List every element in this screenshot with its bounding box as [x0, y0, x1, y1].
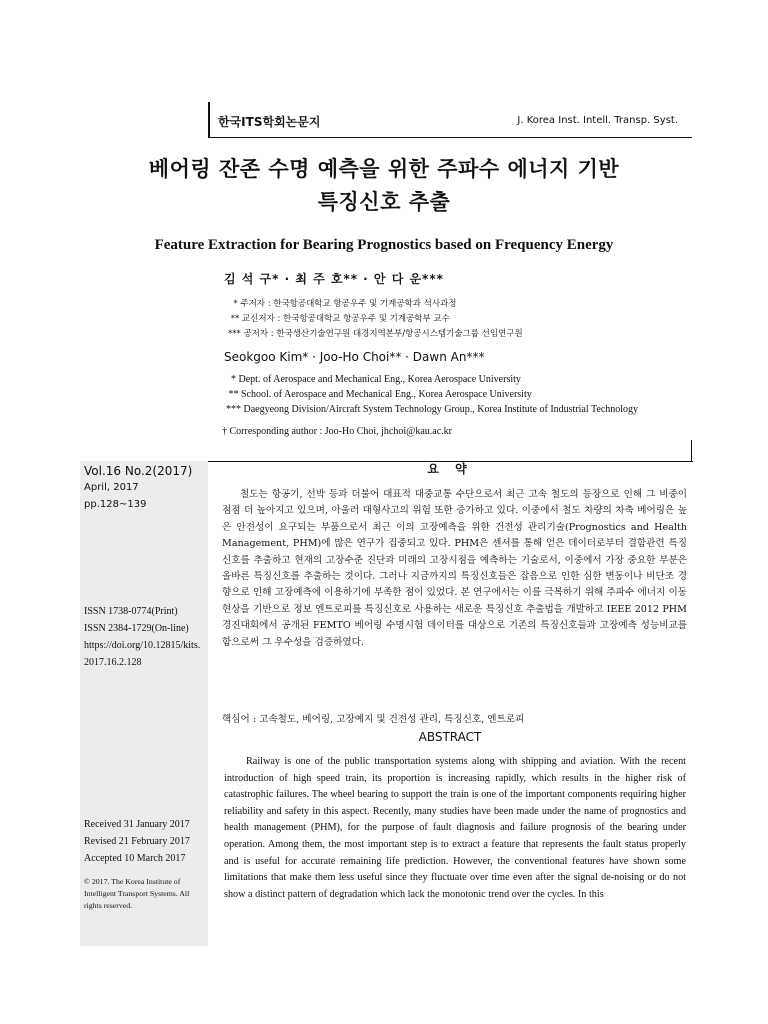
issn-online: ISSN 2384-1729(On-line)	[84, 623, 189, 634]
doi-link[interactable]: https://doi.org/10.12815/kits.	[84, 640, 201, 651]
title-english: Feature Extraction for Bearing Prognostics based on Frequency Energy	[154, 237, 614, 253]
doi-link-cont[interactable]: 2017.16.2.128	[84, 657, 142, 668]
issn-print: ISSN 1738-0774(Print)	[84, 606, 178, 617]
affiliation-ko-1: * 주저자 : 한국항공대학교 항공우주 및 기계공학과 석사과정	[228, 299, 457, 309]
copyright-notice: © 2017. The Korea Institute of Intelligent Transport Systems. All rights reserved.	[84, 877, 190, 910]
article-info-sidebar	[80, 461, 208, 946]
affiliation-en-3: *** Daegyeong Division/Aircraft System Technology Group., Korea Institute of Industrial Technology	[226, 404, 639, 415]
affiliation-en-2: ** School. of Aerospace and Mechanical Eng., Korea Aerospace University	[226, 389, 532, 400]
corresponding-author: † Corresponding author : Joo-Ho Choi, jhchoi@kau.ac.kr	[222, 426, 453, 437]
keywords-korean: 핵심어 : 고속철도, 베어링, 고장예지 및 건전성 관리, 특징신호, 엔트로피	[222, 714, 525, 725]
affiliation-ko-3: *** 공저자 : 한국생산기술연구원 대경지역본부/항공시스템기술그룹 선임연구원	[228, 329, 523, 339]
header-rule	[208, 137, 692, 138]
abstract-korean-body: 철도는 항공기, 선박 등과 더불어 대표적 대중교통 수단으로서 최근 고속 철도의 등장으로 인해 그 비중이 점점 더 높아지고 있으며, 아울러 대형사고의 위험 또한 증가하고 있다. 이중에서 철도 차량의 차축 베어링은 높은 안전성이 요구되는 부품으로서 최근 이의 고장예측을 위한 건전성 관리기술(Prognostics and Health Management, PHM)에 많은 연구가 집중되고 있다. PHM은 센서를 통해 얻은 데이터로부터 결함관련 특징신호를 추출하고 현재의 고장수준 진단과 미래의 고장시점을 예측하는 기술로서, 이중에서 가장 중요한 부분은 올바른 특징신호를 추출하는 것이다. 그러나 지금까지의 특징신호들은 잡음으로 인한 심한 변동이나 비단조 경향으로 인해 고장예측에 이용하기에 부족한 점이 있었다. 본 연구에서는 이를 극복하기 위해 주파수 에너지 이동현상을 기반으로 정보 엔트로피를 특징신호로 사용하는 새로운 특징신호 추출법을 개발하고 IEEE 2012 PHM 경진대회에서 공개된 FEMTO 베어링 수명시험 데이터를 대상으로 기존의 특징신호들과 고장예측 성능비교를 함으로써 그 우수성을 검증하였다.	[222, 489, 687, 648]
journal-name-korean: 한국ITS학회논문지	[218, 115, 321, 129]
divider-vertical	[691, 440, 692, 462]
received-date: Received 31 January 2017	[84, 819, 190, 830]
accepted-date: Accepted 10 March 2017	[84, 853, 186, 864]
abstract-english-body: Railway is one of the public transportation systems along with shipping and aviation. With the recent introduction of high speed train, its proportion is increasing rapidly, which results in the higher risk of catastrophic failures. The wheel bearing to support the train is one of the important components requiring higher reliability and safety in this aspect. Recently, many studies have been made under the name of prognostics and health management (PHM), for the purpose of fault diagnosis and failure prognosis of the bearing under operation. Among them, the most important step is to extract a feature that represents the fault status properly and is useful for accurate remaining life prediction. However, the conventional features have shown some limitations that make them less useful since they fluctuate over time even after the signal de-noising or do not show a distinct pattern of degradation which lack the monotonic trend over the cycles. In this	[224, 756, 686, 900]
title-korean: 베어링 잔존 수명 예측을 위한 주파수 에너지 기반 특징신호 추출	[148, 157, 620, 214]
journal-name-english: J. Korea Inst. Intell. Transp. Syst.	[517, 115, 678, 126]
authors-korean: 김 석 구* · 최 주 호** · 안 다 운***	[224, 272, 444, 286]
abstract-korean-heading: 요 약	[427, 462, 473, 476]
abstract-english-heading: ABSTRACT	[418, 730, 482, 744]
issue-date: April, 2017	[84, 482, 139, 493]
revised-date: Revised 21 February 2017	[84, 836, 190, 847]
authors-english: Seokgoo Kim* · Joo-Ho Choi** · Dawn An***	[224, 350, 485, 364]
affiliation-ko-2: ** 교신저자 : 한국항공대학교 항공우주 및 기계공학부 교수	[228, 314, 450, 324]
affiliation-en-1: * Dept. of Aerospace and Mechanical Eng., Korea Aerospace University	[226, 374, 521, 385]
volume-info: Vol.16 No.2(2017)	[84, 464, 193, 478]
page-range: pp.128~139	[84, 499, 147, 510]
